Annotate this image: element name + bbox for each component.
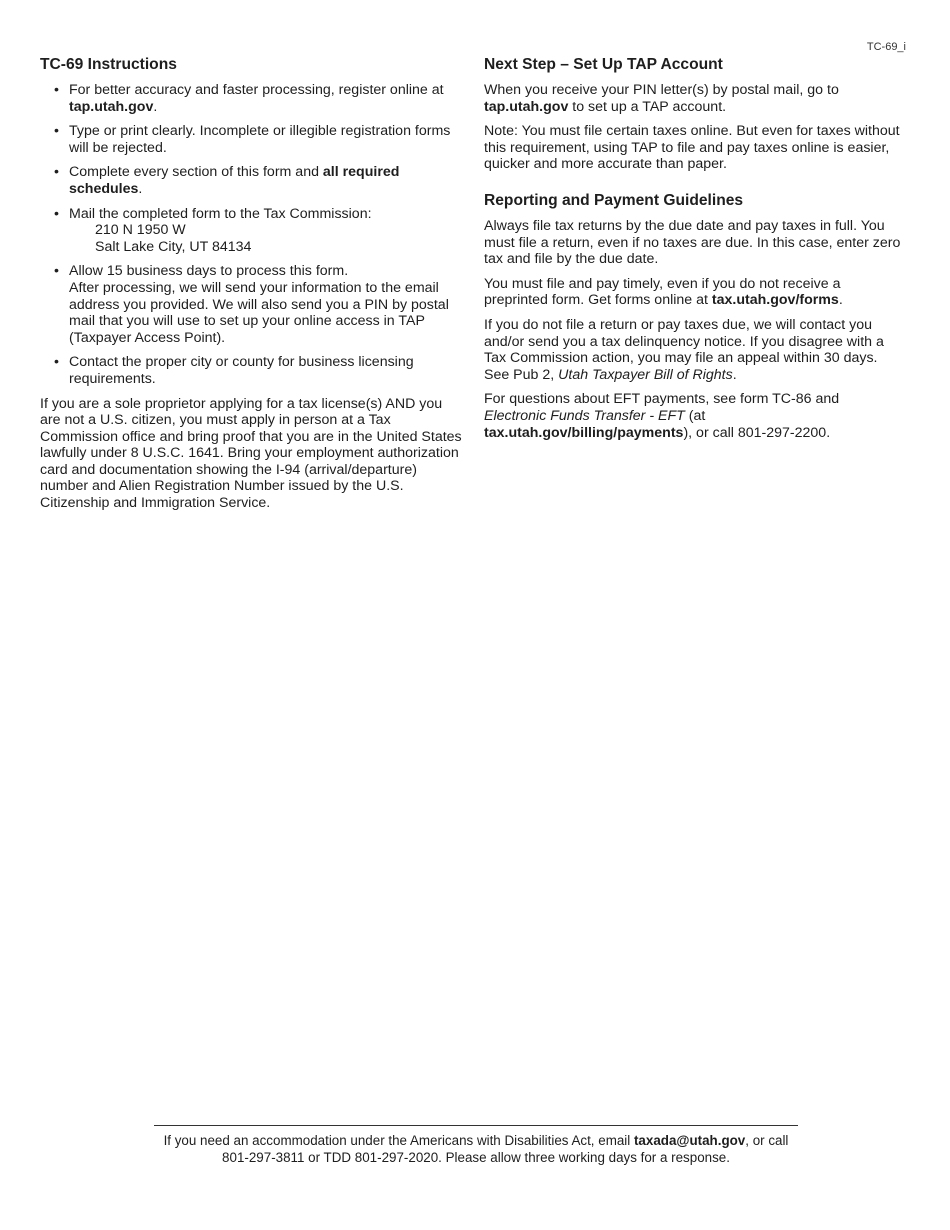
mailing-address-line: Salt Lake City, UT 84134 bbox=[95, 238, 252, 255]
list-item: • Complete every section of this form and all required schedules. bbox=[54, 164, 400, 197]
forms-link[interactable]: tax.utah.gov/forms bbox=[711, 292, 839, 309]
reporting-heading: Reporting and Payment Guidelines bbox=[484, 191, 744, 209]
right-column bbox=[484, 55, 904, 449]
next-step-heading: Next Step – Set Up TAP Account bbox=[484, 56, 723, 73]
list-item: • Mail the completed form to the Tax Commission: 210 N 1950 W Salt Lake City, UT 84134 bbox=[40, 206, 464, 256]
due-date-paragraph: Always file tax returns by the due date and pay taxes in full. You must file a return, even if no taxes are due. In this case, enter zero tax and file by the due date. bbox=[484, 217, 901, 268]
form-id: TC-69_i bbox=[866, 41, 906, 53]
note-paragraph: Note: You must file certain taxes online. But even for taxes without this requirement, using TAP to file and pay taxes online is easier, quicker and more accurate than paper. bbox=[484, 123, 900, 173]
mailing-address-line: 210 N 1950 W bbox=[95, 222, 186, 239]
bullet-icon: • bbox=[54, 123, 59, 140]
instructions-heading: TC-69 Instructions bbox=[40, 56, 177, 73]
list-item: • Allow 15 business days to process this form. After processing, we will send your information to the email address you provided. We will also send you a PIN by postal mail that you will use to set up your online access in TAP (Taxpayer Access Point). bbox=[54, 263, 449, 346]
forms-paragraph: You must file and pay timely, even if you do not receive a preprinted form. Get forms online at tax.utah.gov/forms. bbox=[484, 275, 843, 309]
payments-link[interactable]: tax.utah.gov/billing/payments bbox=[484, 424, 684, 441]
bullet-icon: • bbox=[54, 205, 59, 222]
bullet-icon: • bbox=[54, 263, 59, 280]
bullet-icon: • bbox=[54, 82, 59, 98]
bullet-icon: • bbox=[54, 164, 59, 181]
sole-proprietor-paragraph: If you are a sole proprietor applying for a tax license(s) AND you are not a U.S. citizen, you must apply in person at a Tax Commission office and bring proof that you are in the United States lawfully under 8 U.S.C. 1641. Bring your employment authorization card and documentation showing the I-94 (arrival/departure) number and Alien Registration Number issued by the U.S. Citizenship and Immigration Service. bbox=[40, 395, 462, 512]
eft-paragraph: For questions about EFT payments, see form TC-86 and Electronic Funds Transfer - EFT (at tax.utah.gov/billing/payments), or call 801-297-2200. bbox=[484, 391, 840, 441]
tap-link[interactable]: tap.utah.gov bbox=[69, 98, 154, 115]
bullet-icon: • bbox=[54, 354, 59, 371]
left-column bbox=[40, 55, 464, 520]
delinquency-paragraph: If you do not file a return or pay taxes due, we will contact you and/or send you a tax delinquency notice. If you disagree with a Tax Commission action, you may file an appeal within 30 days. See Pub 2, Utah Taxpayer Bill of Rights. bbox=[484, 316, 884, 383]
list-item: • For better accuracy and faster processing, register online at tap.utah.gov. bbox=[54, 82, 444, 115]
list-item: • Contact the proper city or county for business licensing requirements. bbox=[54, 354, 414, 387]
tap-link[interactable]: tap.utah.gov bbox=[484, 98, 569, 115]
pin-paragraph: When you receive your PIN letter(s) by postal mail, go to tap.utah.gov to set up a TAP account. bbox=[484, 82, 839, 115]
email-link[interactable]: taxada@utah.gov bbox=[633, 1133, 746, 1148]
ada-footer: If you need an accommodation under the Americans with Disabilities Act, email taxada@utah.gov, or call 801-297-3811 or TDD 801-297-2020. Please allow three working days for a response. bbox=[154, 1125, 798, 1166]
instructions-list bbox=[40, 82, 464, 388]
list-item: • Type or print clearly. Incomplete or illegible registration forms will be rejected. bbox=[54, 123, 451, 156]
